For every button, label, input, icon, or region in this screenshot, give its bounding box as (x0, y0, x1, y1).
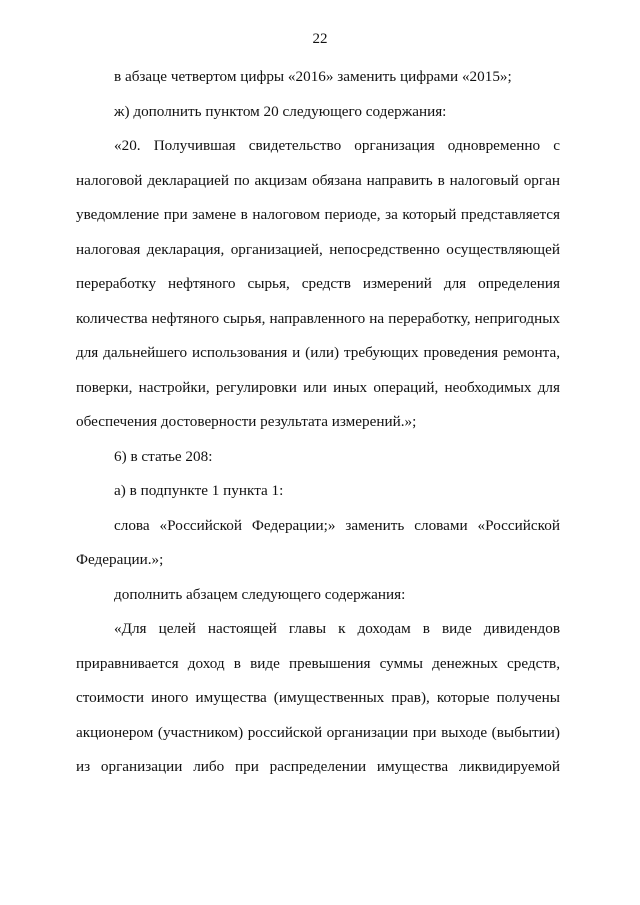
text-line: 6) в статье 208: (114, 447, 213, 465)
paragraph (76, 509, 560, 578)
text-line: уведомление при замене в налоговом периоде, за который представляется (76, 206, 560, 223)
text-line: а) в подпункте 1 пункта 1: (114, 482, 284, 499)
paragraph (76, 440, 560, 475)
text-line: стоимости иного имущества (имущественных прав), которые получены (76, 689, 560, 706)
text-line: налоговой декларацией по акцизам обязана направить в налоговый орган (76, 171, 560, 189)
text-line: Федерации.»; (76, 551, 164, 568)
text-line: налоговая декларация, организацией, непосредственно осуществляющей (76, 240, 560, 258)
text-line: «Для целей настоящей главы к доходам в виде дивидендов (114, 620, 560, 637)
text-line: в абзаце четвертом цифры «2016» заменить цифрами «2015»; (114, 68, 512, 85)
text-line: дополнить абзацем следующего содержания: (114, 585, 406, 603)
text-line: обеспечения достоверности результата измерений.»; (76, 413, 417, 430)
text-line: поверки, настройки, регулировки или иных операций, необходимых для (76, 378, 560, 396)
text-line: из организации либо при распределении имущества ликвидируемой (76, 758, 560, 775)
paragraph (76, 95, 560, 130)
text-line: для дальнейшего использования и (или) требующих проведения ремонта, (76, 344, 560, 361)
text-line: «20. Получившая свидетельство организация одновременно с (114, 137, 560, 154)
text-line: переработку нефтяного сырья, средств измерений для определения (76, 275, 560, 292)
page-number: 22 (312, 31, 328, 47)
text-line: количества нефтяного сырья, направленного на переработку, непригодных (76, 309, 560, 327)
text-line: слова «Российской Федерации;» заменить словами «Российской (114, 516, 560, 534)
text-line: акционером (участником) российской организации при выходе (выбытии) (76, 723, 560, 741)
text-line: ж) дополнить пунктом 20 следующего содержания: (114, 102, 447, 120)
paragraph (76, 578, 560, 613)
paragraph (76, 60, 560, 95)
paragraph (76, 474, 560, 509)
document-body (76, 60, 560, 785)
paragraph (76, 612, 560, 785)
text-line: приравнивается доход в виде превышения суммы денежных средств, (76, 654, 560, 672)
paragraph (76, 129, 560, 440)
